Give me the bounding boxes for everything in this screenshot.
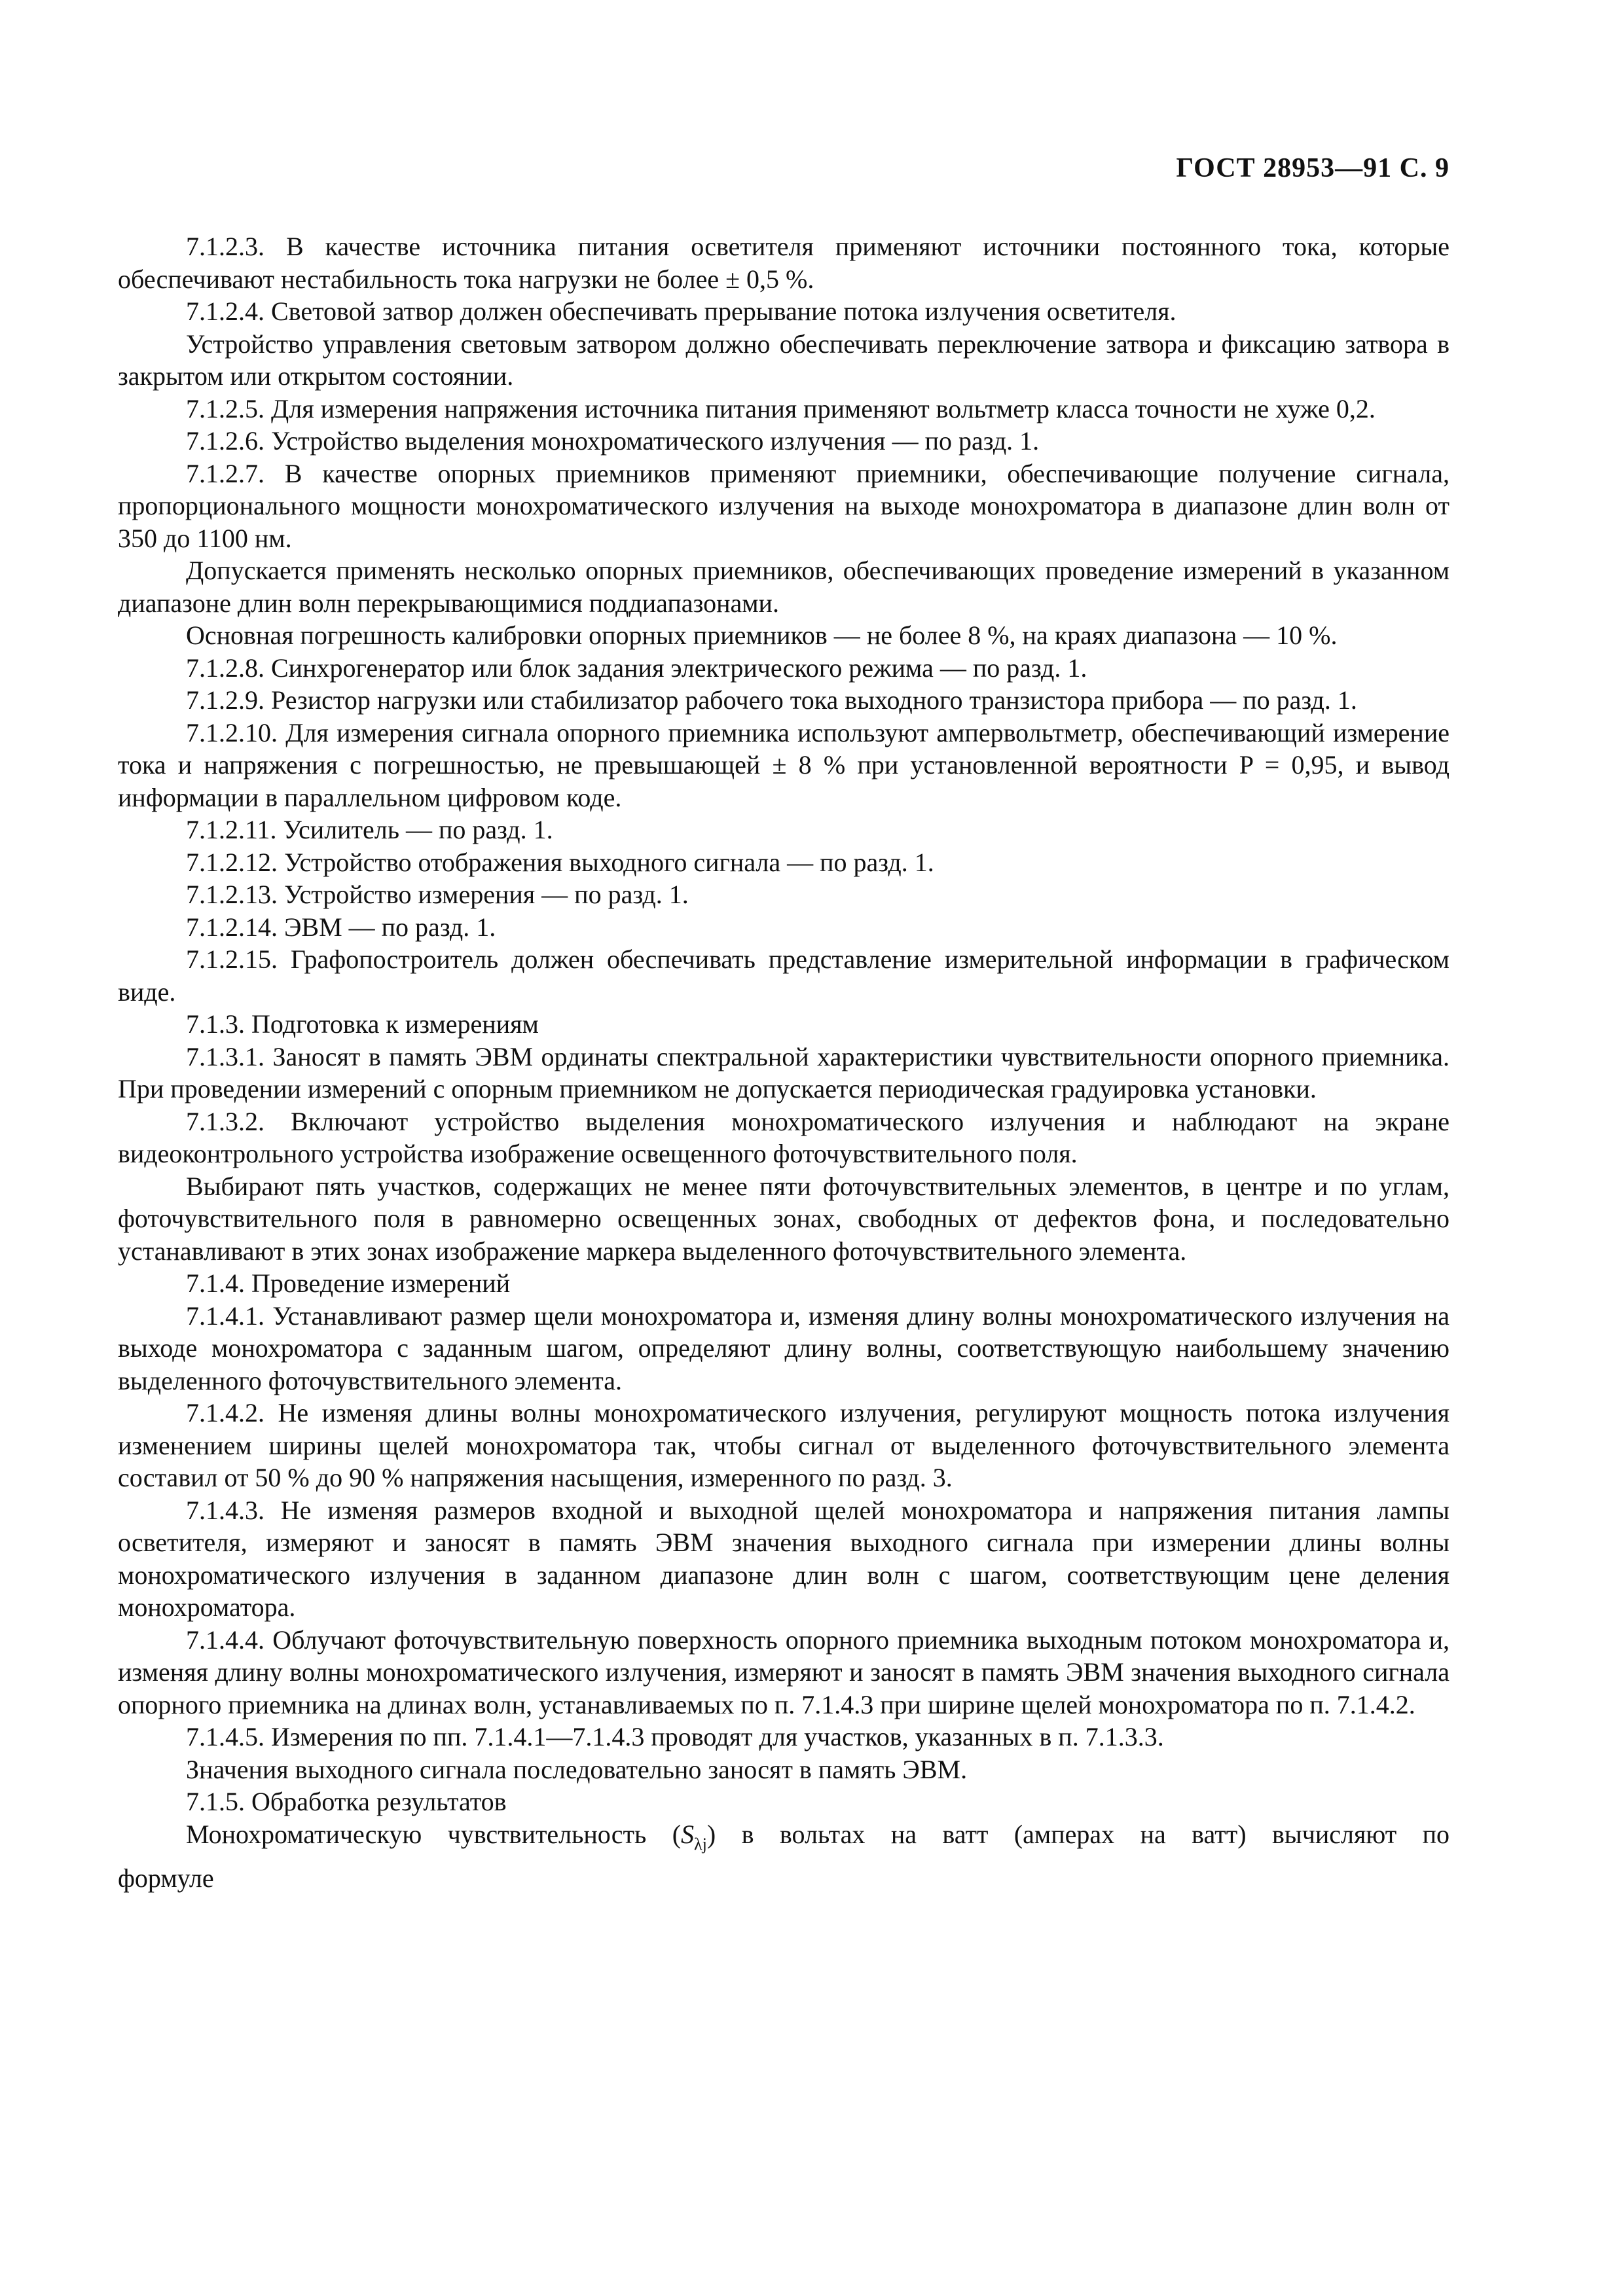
page-header: ГОСТ 28953—91 С. 9 bbox=[1176, 153, 1450, 183]
text-before-symbol: Монохроматическую чувствительность ( bbox=[186, 1819, 682, 1849]
paragraph: 7.1.2.9. Резистор нагрузки или стабилизатор рабочего тока выходного транзистора прибора — по разд. 1. bbox=[186, 685, 1357, 715]
paragraph: 7.1.2.10. Для измерения сигнала опорного приемника используют ампервольтметр, обеспечивающий измерение тока и напряжения с погрешностью, не превышающей ± 8 % при установленной вероятности P = 0,95, и вывод информации в параллельном цифровом коде. bbox=[118, 717, 1450, 812]
paragraph: 7.1.2.7. В качестве опорных приемников применяют приемники, обеспечивающие получение сигнала, пропорционального мощности монохроматического излучения на выходе монохроматора в диапазоне длин волн от 350 до 1100 нм. bbox=[118, 458, 1450, 553]
paragraph: 7.1.4.3. Не изменяя размеров входной и выходной щелей монохроматора и напряжения питания лампы осветителя, измеряют и заносят в память ЭВМ значения выходного сигнала при измерении длины волны монохроматического излучения в заданном диапазоне длин волн с шагом, соответствующим цене деления монохроматора. bbox=[118, 1495, 1450, 1622]
paragraph: 7.1.2.3. В качестве источника питания осветителя применяют источники постоянного тока, которые обеспечивают нестабильность тока нагрузки не более ± 0,5 %. bbox=[118, 232, 1450, 294]
section-heading: 7.1.3. Подготовка к измерениям bbox=[186, 1009, 539, 1039]
document-body bbox=[118, 230, 1450, 1895]
paragraph: 7.1.2.14. ЭВМ — по разд. 1. bbox=[186, 912, 496, 942]
paragraph: Выбирают пять участков, содержащих не менее пяти фоточувствительных элементов, в центре и по углам, фоточувствительного поля в равномерно освещенных зонах, свободных от дефектов фона, и последовательно устанавливают в этих зонах изображение маркера выделенного фоточувствительного элемента. bbox=[118, 1171, 1450, 1266]
paragraph: Допускается применять несколько опорных приемников, обеспечивающих проведение измерений в указанном диапазоне длин волн перекрывающимися поддиапазонами. bbox=[118, 556, 1450, 618]
paragraph: 7.1.3.1. Заносят в память ЭВМ ординаты спектральной характеристики чувствительности опорного приемника. При проведении измерений с опорным приемником не допускается периодическая градуировка установки. bbox=[118, 1041, 1450, 1103]
sensitivity-subscript: λj bbox=[694, 1834, 707, 1854]
paragraph: 7.1.4.5. Измерения по пп. 7.1.4.1—7.1.4.3 проводят для участков, указанных в п. 7.1.3.3. bbox=[186, 1722, 1164, 1751]
paragraph: 7.1.2.11. Усилитель — по разд. 1. bbox=[186, 815, 553, 844]
sensitivity-symbol: S bbox=[681, 1819, 695, 1849]
paragraph: 7.1.2.13. Устройство измерения — по разд. 1. bbox=[186, 880, 689, 909]
paragraph: 7.1.2.6. Устройство выделения монохроматического излучения — по разд. 1. bbox=[186, 426, 1040, 456]
text-after-symbol: ) в вольтах на ватт (амперах на ватт) вычисляют по bbox=[706, 1819, 1450, 1849]
paragraph-formula-intro bbox=[118, 1818, 1450, 1854]
paragraph: 7.1.2.4. Световой затвор должен обеспечивать прерывание потока излучения осветителя. bbox=[186, 296, 1176, 326]
section-heading: 7.1.4. Проведение измерений bbox=[186, 1268, 511, 1298]
paragraph: 7.1.2.15. Графопостроитель должен обеспечивать представление измерительной информации в графическом виде. bbox=[118, 944, 1450, 1007]
section-heading: 7.1.5. Обработка результатов bbox=[186, 1787, 507, 1816]
paragraph: 7.1.4.1. Устанавливают размер щели монохроматора и, изменяя длину волны монохроматического излучения на выходе монохроматора с заданным шагом, определяют длину волны, соответствующую наибольшему значению выделенного фоточувствительного элемента. bbox=[118, 1300, 1450, 1395]
paragraph: 7.1.4.4. Облучают фоточувствительную поверхность опорного приемника выходным потоком монохроматора и, изменяя длину волны монохроматического излучения, измеряют и заносят в память ЭВМ значения выходного сигнала опорного приемника на длинах волн, устанавливаемых по п. 7.1.4.3 при ширине щелей монохроматора по п. 7.1.4.2. bbox=[118, 1624, 1450, 1719]
paragraph: 7.1.3.2. Включают устройство выделения монохроматического излучения и наблюдают на экране видеоконтрольного устройства изображение освещенного фоточувствительного поля. bbox=[118, 1106, 1450, 1168]
paragraph: Значения выходного сигнала последовательно заносят в память ЭВМ. bbox=[186, 1754, 968, 1784]
formula-word: формуле bbox=[118, 1863, 214, 1893]
paragraph: 7.1.4.2. Не изменяя длины волны монохроматического излучения, регулируют мощность потока излучения изменением ширины щелей монохроматора так, чтобы сигнал от выделенного фоточувствительного элемента составил от 50 % до 90 % напряжения насыщения, измеренного по разд. 3. bbox=[118, 1398, 1450, 1492]
paragraph: 7.1.2.5. Для измерения напряжения источника питания применяют вольтметр класса точности не хуже 0,2. bbox=[186, 393, 1376, 423]
paragraph: Устройство управления световым затвором должно обеспечивать переключение затвора и фиксацию затвора в закрытом или открытом состоянии. bbox=[118, 329, 1450, 391]
paragraph: 7.1.2.12. Устройство отображения выходного сигнала — по разд. 1. bbox=[186, 847, 934, 877]
paragraph: 7.1.2.8. Синхрогенератор или блок задания электрического режима — по разд. 1. bbox=[186, 653, 1087, 683]
paragraph: Основная погрешность калибровки опорных приемников — не более 8 %, на краях диапазона — 10 %. bbox=[186, 620, 1338, 650]
